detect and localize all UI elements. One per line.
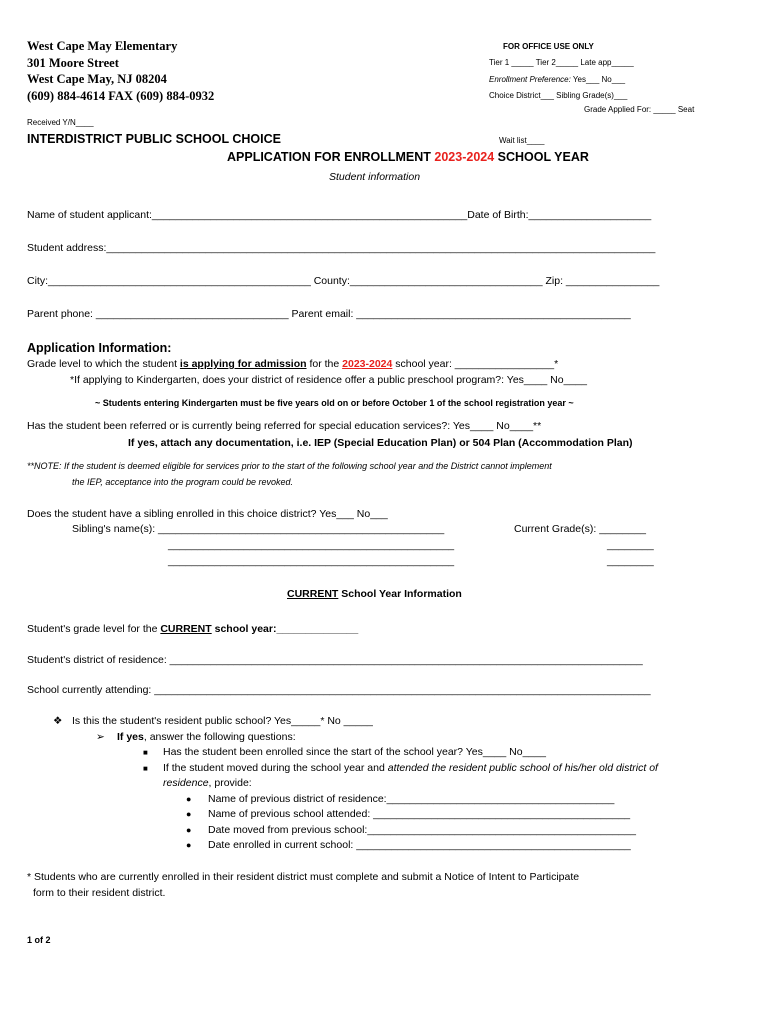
sibling-grades-field[interactable]: Current Grade(s): ________ <box>514 523 646 535</box>
sibling-name-line-3[interactable]: _________________________________________________ <box>168 555 455 567</box>
iep-note-line2: the IEP, acceptance into the program could be revoked. <box>72 477 293 487</box>
attach-documentation-note: If yes, attach any documentation, i.e. IEP (Special Education Plan) or 504 Plan (Accommodation Plan) <box>128 437 633 449</box>
school-city: West Cape May, NJ 08204 <box>27 72 167 86</box>
city-county-zip-field[interactable]: City:_____________________________________________ County:_________________________________ Zip: ________________ <box>27 275 660 287</box>
footer-note-line2: form to their resident district. <box>33 887 166 899</box>
office-preference: Enrollment Preference: Yes___ No___ <box>489 75 626 84</box>
enrolled-since-start-question[interactable]: Has the student been enrolled since the start of the school year? Yes____ No____ <box>163 746 546 758</box>
sibling-name-line-2[interactable]: _________________________________________________ <box>168 539 455 551</box>
sibling-grade-line-2[interactable]: ________ <box>607 539 654 551</box>
school-street: 301 Moore Street <box>27 56 119 70</box>
date-enrolled-field[interactable]: Date enrolled in current school: _______________________________________________ <box>208 839 631 851</box>
office-tier: Tier 1 _____ Tier 2_____ Late app_____ <box>489 58 634 67</box>
student-name-field[interactable]: Name of student applicant:______________________________________________________Date of Birth:_____________________ <box>27 209 652 221</box>
arrow-bullet-icon: ➢ <box>96 731 105 743</box>
school-phone: (609) 884-4614 FAX (609) 884-0932 <box>27 89 215 103</box>
circle-bullet-icon: ● <box>186 840 192 850</box>
application-title: APPLICATION FOR ENROLLMENT 2023-2024 SCHOOL YEAR <box>227 150 589 164</box>
footer-note-line1: * Students who are currently enrolled in their resident district must complete and submit a Notice of Intent to Participate <box>27 871 580 883</box>
received-yn: Received Y/N____ <box>27 118 94 127</box>
office-use-heading: FOR OFFICE USE ONLY <box>503 42 594 51</box>
circle-bullet-icon: ● <box>186 794 192 804</box>
kindergarten-age-note: ~ Students entering Kindergarten must be five years old on or before October 1 of the school registration year ~ <box>95 398 574 408</box>
kindergarten-question[interactable]: *If applying to Kindergarten, does your district of residence offer a public preschool program?: Yes____ No____ <box>70 374 587 386</box>
diamond-bullet-icon: ❖ <box>53 715 63 727</box>
square-bullet-icon: ■ <box>143 748 148 757</box>
previous-district-field[interactable]: Name of previous district of residence:_______________________________________ <box>208 793 615 805</box>
if-yes-instruction: If yes, answer the following questions: <box>117 731 296 743</box>
grade-applying-field[interactable]: Grade level to which the student is applying for admission for the 2023-2024 school year: _________________* <box>27 358 559 370</box>
sibling-question[interactable]: Does the student have a sibling enrolled in this choice district? Yes___ No___ <box>27 508 388 520</box>
school-attending-field[interactable]: School currently attending: _____________________________________________________________________________________ <box>27 684 651 696</box>
wait-list: Wait list____ <box>499 136 545 145</box>
current-year-heading: CURRENT School Year Information <box>287 588 462 600</box>
program-title: INTERDISTRICT PUBLIC SCHOOL CHOICE <box>27 132 281 146</box>
square-bullet-icon: ■ <box>143 764 148 773</box>
student-info-heading: Student information <box>329 171 421 183</box>
moved-during-year-question: If the student moved during the school year and attended the resident public school of his/her old district of <box>163 762 658 774</box>
iep-note-line1: **NOTE: If the student is deemed eligible for services prior to the start of the following school year and the District cannot implement <box>27 461 552 471</box>
current-grade-field[interactable]: Student's grade level for the CURRENT school year:______________ <box>27 623 359 635</box>
office-grade-applied: Grade Applied For: _____ Seat <box>584 105 695 114</box>
circle-bullet-icon: ● <box>186 825 192 835</box>
office-choice-district: Choice District___ Sibling Grade(s)___ <box>489 91 628 100</box>
previous-school-field[interactable]: Name of previous school attended: ____________________________________________ <box>208 808 631 820</box>
sibling-grade-line-3[interactable]: ________ <box>607 555 654 567</box>
parent-contact-field[interactable]: Parent phone: _________________________________ Parent email: _______________________________________________ <box>27 308 631 320</box>
page-number: 1 of 2 <box>27 935 51 945</box>
district-of-residence-field[interactable]: Student's district of residence: _________________________________________________________________________________ <box>27 654 643 666</box>
sibling-names-field[interactable]: Sibling's name(s): _________________________________________________ <box>72 523 445 535</box>
date-moved-field[interactable]: Date moved from previous school:______________________________________________ <box>208 824 636 836</box>
special-ed-question[interactable]: Has the student been referred or is currently being referred for special education services?: Yes____ No____** <box>27 420 542 432</box>
resident-school-question[interactable]: Is this the student's resident public school? Yes_____* No _____ <box>72 715 373 727</box>
school-name: West Cape May Elementary <box>27 39 178 53</box>
application-info-heading: Application Information: <box>27 341 172 355</box>
student-address-field[interactable]: Student address:______________________________________________________________________________________________ <box>27 242 656 254</box>
circle-bullet-icon: ● <box>186 809 192 819</box>
moved-during-year-question-cont: residence, provide: <box>163 777 252 789</box>
